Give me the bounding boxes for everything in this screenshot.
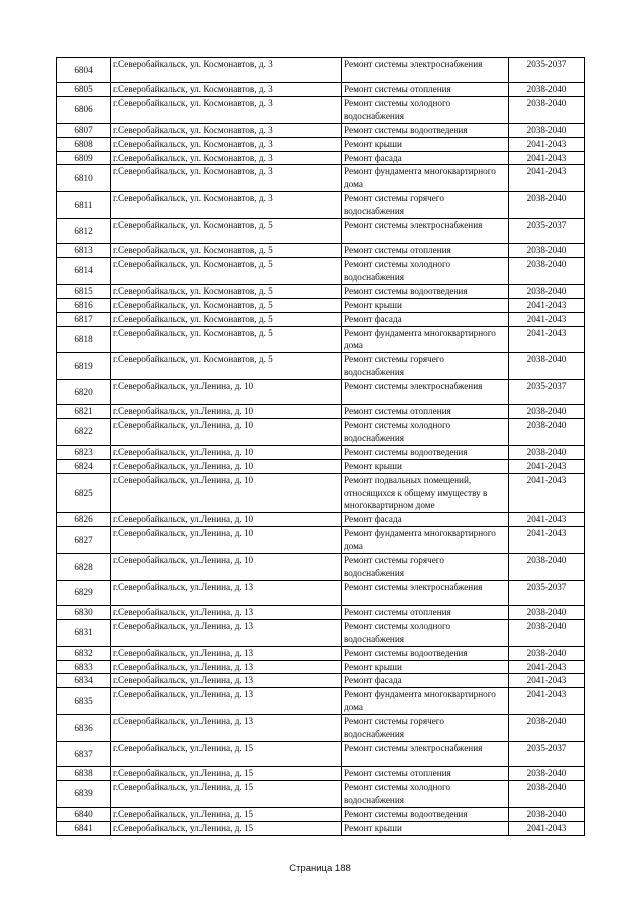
row-number-cell: 6834 [57, 674, 111, 688]
period-cell: 2038-2040 [509, 715, 585, 742]
row-number-cell: 6805 [57, 83, 111, 97]
work-type-cell: Ремонт системы электроснабжения [342, 380, 509, 405]
address-cell: г.Северобайкальск, ул. Космонавтов, д. 3 [111, 165, 342, 192]
table-row [57, 298, 585, 312]
period-cell: 2035-2037 [509, 741, 585, 766]
work-type-cell: Ремонт системы отопления [342, 405, 509, 419]
address-cell: г.Северобайкальск, ул. Космонавтов, д. 5 [111, 257, 342, 284]
repair-schedule-table [56, 57, 585, 836]
row-number-cell: 6816 [57, 298, 111, 312]
table-row [57, 219, 585, 244]
period-cell: 2041-2043 [509, 821, 585, 835]
work-type-cell: Ремонт системы холодного водоснабжения [342, 780, 509, 807]
row-number-cell: 6807 [57, 123, 111, 137]
period-cell: 2038-2040 [509, 257, 585, 284]
address-cell: г.Северобайкальск, ул.Ленина, д. 15 [111, 766, 342, 780]
table-row [57, 312, 585, 326]
work-type-cell: Ремонт подвальных помещений, относящихся к общему имуществу в многоквартирном доме [342, 473, 509, 513]
work-type-cell: Ремонт системы электроснабжения [342, 58, 509, 83]
work-type-cell: Ремонт крыши [342, 298, 509, 312]
table-row [57, 123, 585, 137]
address-cell: г.Северобайкальск, ул.Ленина, д. 15 [111, 807, 342, 821]
table-row [57, 674, 585, 688]
address-cell: г.Северобайкальск, ул. Космонавтов, д. 5 [111, 298, 342, 312]
work-type-cell: Ремонт системы горячего водоснабжения [342, 715, 509, 742]
row-number-cell: 6827 [57, 527, 111, 554]
row-number-cell: 6809 [57, 151, 111, 165]
row-number-cell: 6822 [57, 419, 111, 446]
period-cell: 2041-2043 [509, 459, 585, 473]
work-type-cell: Ремонт системы электроснабжения [342, 741, 509, 766]
period-cell: 2038-2040 [509, 605, 585, 619]
table-row [57, 821, 585, 835]
address-cell: г.Северобайкальск, ул.Ленина, д. 13 [111, 688, 342, 715]
work-type-cell: Ремонт фундамента многоквартирного дома [342, 165, 509, 192]
table-body [57, 58, 585, 836]
work-type-cell: Ремонт фасада [342, 674, 509, 688]
period-cell: 2041-2043 [509, 298, 585, 312]
table-row [57, 715, 585, 742]
row-number-cell: 6824 [57, 459, 111, 473]
address-cell: г.Северобайкальск, ул. Космонавтов, д. 5 [111, 353, 342, 380]
work-type-cell: Ремонт фундамента многоквартирного дома [342, 527, 509, 554]
row-number-cell: 6810 [57, 165, 111, 192]
work-type-cell: Ремонт крыши [342, 660, 509, 674]
work-type-cell: Ремонт системы холодного водоснабжения [342, 96, 509, 123]
work-type-cell: Ремонт крыши [342, 137, 509, 151]
table-row [57, 58, 585, 83]
address-cell: г.Северобайкальск, ул.Ленина, д. 13 [111, 674, 342, 688]
period-cell: 2041-2043 [509, 312, 585, 326]
row-number-cell: 6829 [57, 580, 111, 605]
period-cell: 2038-2040 [509, 96, 585, 123]
address-cell: г.Северобайкальск, ул.Ленина, д. 15 [111, 780, 342, 807]
table-row [57, 688, 585, 715]
period-cell: 2038-2040 [509, 405, 585, 419]
table-row [57, 96, 585, 123]
work-type-cell: Ремонт системы горячего водоснабжения [342, 554, 509, 581]
period-cell: 2041-2043 [509, 473, 585, 513]
period-cell: 2038-2040 [509, 419, 585, 446]
row-number-cell: 6832 [57, 646, 111, 660]
row-number-cell: 6823 [57, 445, 111, 459]
work-type-cell: Ремонт системы водоотведения [342, 284, 509, 298]
address-cell: г.Северобайкальск, ул.Ленина, д. 10 [111, 445, 342, 459]
work-type-cell: Ремонт системы водоотведения [342, 445, 509, 459]
period-cell: 2041-2043 [509, 165, 585, 192]
work-type-cell: Ремонт фундамента многоквартирного дома [342, 326, 509, 353]
table-row [57, 405, 585, 419]
work-type-cell: Ремонт системы водоотведения [342, 807, 509, 821]
row-number-cell: 6808 [57, 137, 111, 151]
period-cell: 2038-2040 [509, 192, 585, 219]
address-cell: г.Северобайкальск, ул.Ленина, д. 10 [111, 554, 342, 581]
row-number-cell: 6814 [57, 257, 111, 284]
row-number-cell: 6835 [57, 688, 111, 715]
work-type-cell: Ремонт крыши [342, 821, 509, 835]
period-cell: 2041-2043 [509, 660, 585, 674]
table-row [57, 513, 585, 527]
period-cell: 2035-2037 [509, 58, 585, 83]
period-cell: 2041-2043 [509, 137, 585, 151]
period-cell: 2038-2040 [509, 353, 585, 380]
period-cell: 2035-2037 [509, 580, 585, 605]
work-type-cell: Ремонт фасада [342, 312, 509, 326]
table-row [57, 326, 585, 353]
table-row [57, 257, 585, 284]
row-number-cell: 6838 [57, 766, 111, 780]
period-cell: 2038-2040 [509, 766, 585, 780]
work-type-cell: Ремонт системы электроснабжения [342, 580, 509, 605]
table-row [57, 151, 585, 165]
address-cell: г.Северобайкальск, ул.Ленина, д. 13 [111, 619, 342, 646]
address-cell: г.Северобайкальск, ул.Ленина, д. 15 [111, 741, 342, 766]
period-cell: 2038-2040 [509, 244, 585, 258]
table-row [57, 419, 585, 446]
work-type-cell: Ремонт системы отопления [342, 605, 509, 619]
row-number-cell: 6821 [57, 405, 111, 419]
work-type-cell: Ремонт системы холодного водоснабжения [342, 619, 509, 646]
address-cell: г.Северобайкальск, ул. Космонавтов, д. 3 [111, 58, 342, 83]
table-row [57, 741, 585, 766]
table-row [57, 459, 585, 473]
table-row [57, 353, 585, 380]
address-cell: г.Северобайкальск, ул. Космонавтов, д. 5 [111, 284, 342, 298]
row-number-cell: 6825 [57, 473, 111, 513]
table-row [57, 766, 585, 780]
address-cell: г.Северобайкальск, ул.Ленина, д. 10 [111, 527, 342, 554]
address-cell: г.Северобайкальск, ул.Ленина, д. 10 [111, 513, 342, 527]
address-cell: г.Северобайкальск, ул. Космонавтов, д. 3 [111, 96, 342, 123]
row-number-cell: 6819 [57, 353, 111, 380]
table-row [57, 380, 585, 405]
address-cell: г.Северобайкальск, ул.Ленина, д. 13 [111, 660, 342, 674]
row-number-cell: 6818 [57, 326, 111, 353]
row-number-cell: 6833 [57, 660, 111, 674]
address-cell: г.Северобайкальск, ул. Космонавтов, д. 5 [111, 312, 342, 326]
address-cell: г.Северобайкальск, ул. Космонавтов, д. 3 [111, 137, 342, 151]
row-number-cell: 6804 [57, 58, 111, 83]
period-cell: 2038-2040 [509, 123, 585, 137]
period-cell: 2035-2037 [509, 380, 585, 405]
table-row [57, 605, 585, 619]
address-cell: г.Северобайкальск, ул.Ленина, д. 13 [111, 580, 342, 605]
row-number-cell: 6839 [57, 780, 111, 807]
period-cell: 2038-2040 [509, 83, 585, 97]
row-number-cell: 6826 [57, 513, 111, 527]
period-cell: 2041-2043 [509, 513, 585, 527]
period-cell: 2038-2040 [509, 284, 585, 298]
address-cell: г.Северобайкальск, ул.Ленина, д. 10 [111, 419, 342, 446]
address-cell: г.Северобайкальск, ул.Ленина, д. 13 [111, 605, 342, 619]
row-number-cell: 6806 [57, 96, 111, 123]
table-row [57, 244, 585, 258]
page-number: Страница 188 [289, 863, 351, 874]
period-cell: 2038-2040 [509, 807, 585, 821]
work-type-cell: Ремонт системы водоотведения [342, 646, 509, 660]
row-number-cell: 6840 [57, 807, 111, 821]
address-cell: г.Северобайкальск, ул. Космонавтов, д. 5 [111, 219, 342, 244]
table-row [57, 165, 585, 192]
work-type-cell: Ремонт системы холодного водоснабжения [342, 257, 509, 284]
period-cell: 2038-2040 [509, 780, 585, 807]
period-cell: 2041-2043 [509, 326, 585, 353]
row-number-cell: 6828 [57, 554, 111, 581]
address-cell: г.Северобайкальск, ул. Космонавтов, д. 5 [111, 244, 342, 258]
row-number-cell: 6836 [57, 715, 111, 742]
work-type-cell: Ремонт системы горячего водоснабжения [342, 192, 509, 219]
table-row [57, 445, 585, 459]
address-cell: г.Северобайкальск, ул.Ленина, д. 13 [111, 646, 342, 660]
address-cell: г.Северобайкальск, ул.Ленина, д. 10 [111, 380, 342, 405]
period-cell: 2038-2040 [509, 445, 585, 459]
address-cell: г.Северобайкальск, ул.Ленина, д. 10 [111, 459, 342, 473]
row-number-cell: 6831 [57, 619, 111, 646]
work-type-cell: Ремонт системы отопления [342, 766, 509, 780]
work-type-cell: Ремонт системы электроснабжения [342, 219, 509, 244]
table-row [57, 807, 585, 821]
row-number-cell: 6813 [57, 244, 111, 258]
row-number-cell: 6837 [57, 741, 111, 766]
table-row [57, 527, 585, 554]
work-type-cell: Ремонт фасада [342, 151, 509, 165]
address-cell: г.Северобайкальск, ул.Ленина, д. 10 [111, 473, 342, 513]
table-row [57, 83, 585, 97]
work-type-cell: Ремонт системы горячего водоснабжения [342, 353, 509, 380]
address-cell: г.Северобайкальск, ул. Космонавтов, д. 3 [111, 83, 342, 97]
table-row [57, 284, 585, 298]
address-cell: г.Северобайкальск, ул.Ленина, д. 15 [111, 821, 342, 835]
work-type-cell: Ремонт системы отопления [342, 83, 509, 97]
row-number-cell: 6817 [57, 312, 111, 326]
address-cell: г.Северобайкальск, ул.Ленина, д. 13 [111, 715, 342, 742]
row-number-cell: 6830 [57, 605, 111, 619]
row-number-cell: 6841 [57, 821, 111, 835]
row-number-cell: 6811 [57, 192, 111, 219]
table-row [57, 473, 585, 513]
work-type-cell: Ремонт системы холодного водоснабжения [342, 419, 509, 446]
table-row [57, 660, 585, 674]
work-type-cell: Ремонт системы водоотведения [342, 123, 509, 137]
table-row [57, 192, 585, 219]
work-type-cell: Ремонт фасада [342, 513, 509, 527]
row-number-cell: 6820 [57, 380, 111, 405]
table-row [57, 137, 585, 151]
address-cell: г.Северобайкальск, ул. Космонавтов, д. 3 [111, 151, 342, 165]
period-cell: 2041-2043 [509, 527, 585, 554]
period-cell: 2041-2043 [509, 151, 585, 165]
address-cell: г.Северобайкальск, ул.Ленина, д. 10 [111, 405, 342, 419]
row-number-cell: 6812 [57, 219, 111, 244]
table-row [57, 554, 585, 581]
table-row [57, 646, 585, 660]
period-cell: 2038-2040 [509, 554, 585, 581]
period-cell: 2041-2043 [509, 674, 585, 688]
period-cell: 2035-2037 [509, 219, 585, 244]
work-type-cell: Ремонт системы отопления [342, 244, 509, 258]
address-cell: г.Северобайкальск, ул. Космонавтов, д. 3 [111, 192, 342, 219]
period-cell: 2038-2040 [509, 619, 585, 646]
work-type-cell: Ремонт крыши [342, 459, 509, 473]
period-cell: 2038-2040 [509, 646, 585, 660]
table-row [57, 780, 585, 807]
table-row [57, 619, 585, 646]
work-type-cell: Ремонт фундамента многоквартирного дома [342, 688, 509, 715]
table-row [57, 580, 585, 605]
period-cell: 2041-2043 [509, 688, 585, 715]
address-cell: г.Северобайкальск, ул. Космонавтов, д. 5 [111, 326, 342, 353]
row-number-cell: 6815 [57, 284, 111, 298]
address-cell: г.Северобайкальск, ул. Космонавтов, д. 3 [111, 123, 342, 137]
